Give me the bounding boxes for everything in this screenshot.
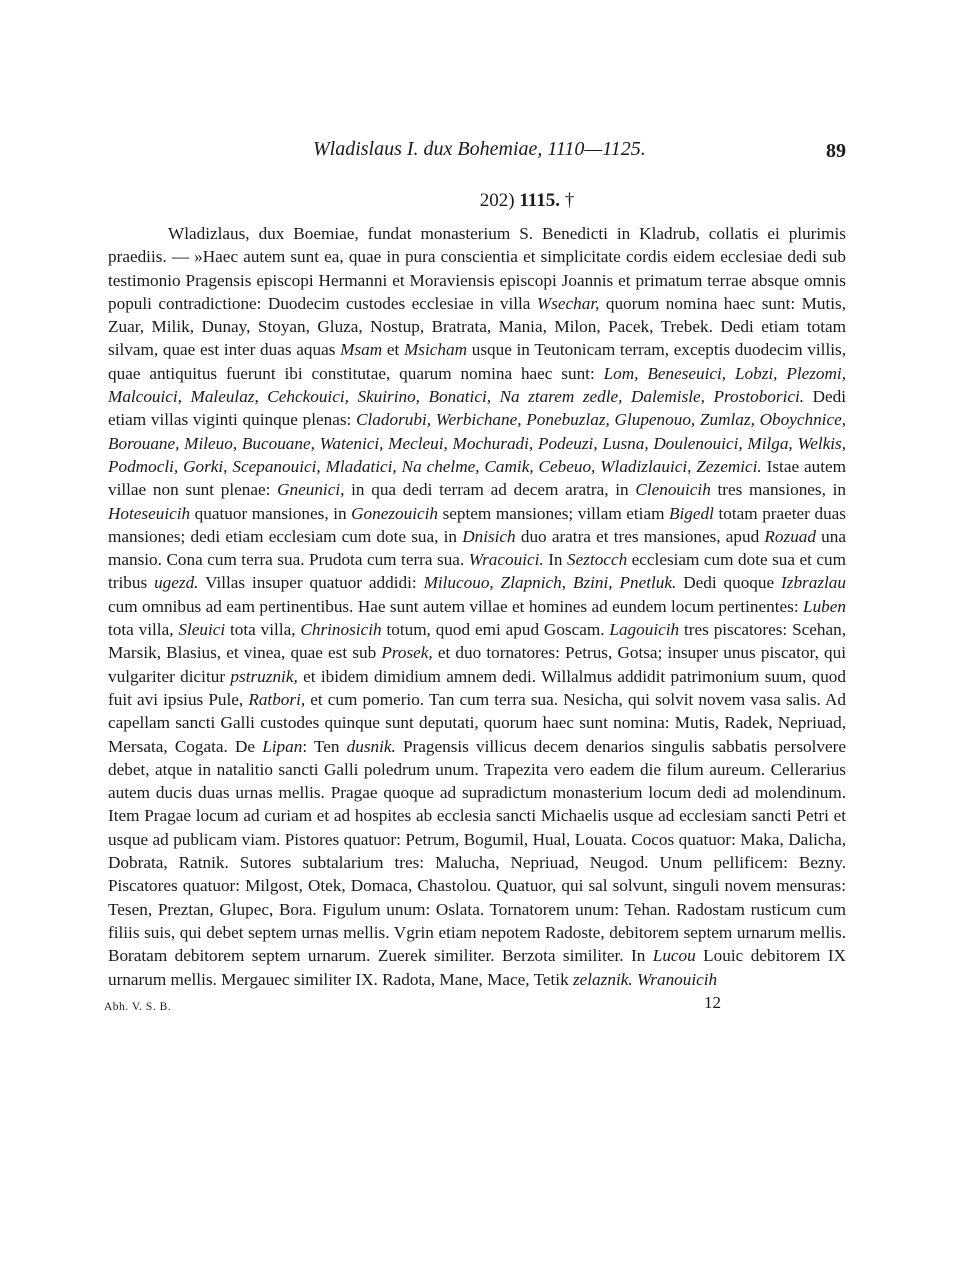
text-run: ecclesiam cum dote sua et cum tribus	[108, 550, 847, 593]
place-name-italic: Lipan	[262, 736, 303, 756]
place-name-italic: zelaznik.	[572, 969, 633, 989]
place-name-italic: Wracouici.	[468, 550, 544, 570]
text-run: Louic debitorem IX urnarum mellis. Mergauec similiter IX. Radota, Mane, Mace, Tetik	[108, 946, 846, 989]
page-number: 89	[826, 140, 846, 162]
place-name-italic: Rozuad	[764, 526, 816, 546]
place-name-italic: Hoteseuicih	[108, 503, 191, 523]
text-run: septem mansiones; villam etiam	[438, 503, 670, 523]
text-run: et	[382, 340, 404, 360]
text-run: quatuor mansiones, in	[190, 503, 352, 523]
text-run: In	[543, 550, 568, 570]
page-footer	[104, 992, 846, 1023]
place-name-italic: Seztocch	[567, 550, 628, 570]
signature-mark: Abh. V. S. B.	[104, 1000, 172, 1013]
text-run: : Ten	[302, 736, 347, 756]
place-name-italic: Cladorubi, Werbichane, Ponebuzlaz, Glupenouo, Zumlaz, Oboychnice, Borouane, Mileuo, Bucouane, Watenici, Mecleui, Mochuradi, Podeuzi, Lusna, Doulenouici, Milga, Welkis, Podmocli, Gorki, Scepanouici, Mladatici, Na chelme, Camik, Cebeuo, Wladizlauici, Zezemici.	[108, 410, 847, 476]
text-run: Villas insuper quatuor addidi:	[198, 573, 424, 593]
place-name-italic: Wsechar,	[536, 293, 600, 313]
place-name-italic: Sleuici	[178, 620, 226, 640]
running-title: Wladislaus I. dux Bohemiae, 1110—1125.	[313, 138, 646, 160]
document-heading	[208, 190, 846, 212]
place-name-italic: Ratbori,	[248, 689, 306, 709]
place-name-italic: Izbrazlau	[781, 573, 846, 593]
text-run: Wladizlaus, dux Boemiae, fundat monasterium S. Benedicti in Kladrub, collatis ei plurimis praediis. — »Haec autem sunt ea, quae in pura conscientia et simplicitate cordis eidem ecclesiae dedi sub testimonio Pragensis episcopi Hermanni et Moraviensis episcopi Joannis et primatum terrae absque omnis populi contradictione: Duodecim custodes ecclesiae in villa	[108, 224, 846, 313]
text-run: quorum nomina haec sunt: Mutis, Zuar, Milik, Dunay, Stoyan, Gluza, Nostup, Bratrata, Mania, Milon, Pacek, Trebek. Dedi etiam totam silvam, quae est inter duas aquas	[108, 293, 846, 360]
place-name-italic: pstruznik,	[230, 666, 298, 686]
place-name-italic: Lom, Beneseuici, Lobzi, Plezomi, Malcouici, Maleulaz, Cehckouici, Skuirino, Bonatici, Na ztarem zedle, Dalemisle, Prostoborici.	[108, 363, 847, 407]
dagger-mark: †	[564, 190, 575, 211]
text-run: tres piscatores: Scehan, Marsik, Blasius, et vinea, quae est sub	[108, 620, 846, 663]
body-paragraph	[108, 222, 846, 991]
text-run: tres mansiones, in	[710, 480, 846, 500]
text-run: Pragensis villicus decem denarios singulis sabbatis persolvere debet, atque in natalitio sancti Galli poledrum unum. Trapezita vero eadem die filum aureum. Cellerarius autem ducis duas urnas mellis. Pragae quoque ad supradictum monasterium locum dedi ad molendinum. Item Pragae locum ad curiam et ad hospites ab ecclesia sancti Michaelis usque ad ecclesiam sancti Petri et usque ad publicam viam. Pistores quatuor: Petrum, Bogumil, Hual, Louata. Cocos quatuor: Maka, Dalicha, Dobrata, Ratnik. Sutores subtalarium tres: Malucha, Nepriuad, Neugod. Unum pellificem: Bezny. Piscatores quatuor: Milgost, Otek, Domaca, Chastolou. Quatuor, qui sal solvunt, singuli novem mensuras: Tesen, Preztan, Glupec, Bora. Figulum unum: Oslata. Tornatorem unum: Tehan. Radostam rusticum cum filiis suis, qui debet septem urnas mellis. Vgrin etiam nepotem Radoste, debitorem septem urnarum mellis. Boratam debitorem septem urnarum. Zuerek similiter. Berzota similiter. In	[108, 736, 846, 966]
place-name-italic: Luben	[803, 596, 846, 616]
place-name-italic: Prosek,	[381, 643, 433, 663]
text-run: usque in Teutonicam terram, exceptis duodecim villis, quae antiquitus fuerunt ibi constitutae, quarum nomina haec sunt:	[108, 340, 846, 383]
place-name-italic: Gneunici,	[277, 480, 345, 500]
place-name-italic: Msicham	[403, 340, 467, 360]
place-name-italic: Gonezouicih	[351, 503, 439, 523]
text-run: in qua dedi terram ad decem aratra, in	[344, 480, 636, 500]
text-run: Dedi quoque	[676, 573, 782, 593]
running-head	[108, 128, 846, 164]
place-name-italic: Clenouicih	[635, 480, 711, 500]
text-run: cum omnibus ad eam pertinentibus. Hae sunt autem villae et homines ad eundem locum pertinentes:	[108, 596, 804, 616]
text-run: et duo tornatores: Petrus, Gotsa; insuper unus piscator, qui vulgariter dicitur	[108, 643, 846, 686]
document-year: 1115.	[519, 190, 560, 211]
place-name-italic: Dnisich	[462, 526, 516, 546]
text-run: et cum pomerio. Tan cum terra sua. Nesicha, qui solvit novem vasa salis. Ad capellam sancti Galli custodes quinque sunt deputati, quorum haec sunt nomina: Mutis, Radek, Nepriuad, Mersata, Cogata. De	[108, 689, 846, 756]
text-run: tota villa,	[225, 620, 301, 640]
text-run: et ibidem dimidium amnem dedi. Willalmus addidit patrimonium suum, quod fuit avi ipsius Pule,	[108, 666, 846, 709]
text-run: totum, quod emi apud Goscam.	[381, 620, 610, 640]
place-name-italic: Msam	[340, 340, 383, 360]
place-name-italic: Chrinosicih	[300, 620, 382, 640]
place-name-italic: Lucou	[652, 946, 696, 966]
place-name-italic: Milucouo, Zlapnich, Bzini, Pnetluk.	[423, 573, 677, 593]
document-number: 202)	[479, 190, 515, 211]
document-body	[108, 222, 846, 991]
place-name-italic: Lagouicih	[609, 620, 680, 640]
text-run: duo aratra et tres mansiones, apud	[515, 526, 765, 546]
text-run: totam praeter duas mansiones; dedi etiam ecclesiam cum dote sua, in	[108, 503, 846, 546]
place-name-italic: Wranouicih	[636, 969, 718, 989]
text-run: Istae autem villae non sunt plenae:	[108, 456, 846, 500]
gathering-number: 12	[704, 992, 721, 1012]
book-page	[104, 128, 847, 1023]
place-name-italic: ugezd.	[154, 573, 199, 593]
text-run: una mansio. Cona cum terra sua. Prudota cum terra sua.	[108, 526, 846, 570]
text-run: Dedi etiam villas viginti quinque plenas:	[108, 387, 846, 430]
text-run: tota villa,	[108, 620, 179, 640]
place-name-italic: dusnik.	[346, 736, 396, 756]
place-name-italic: Bigedl	[669, 503, 714, 523]
